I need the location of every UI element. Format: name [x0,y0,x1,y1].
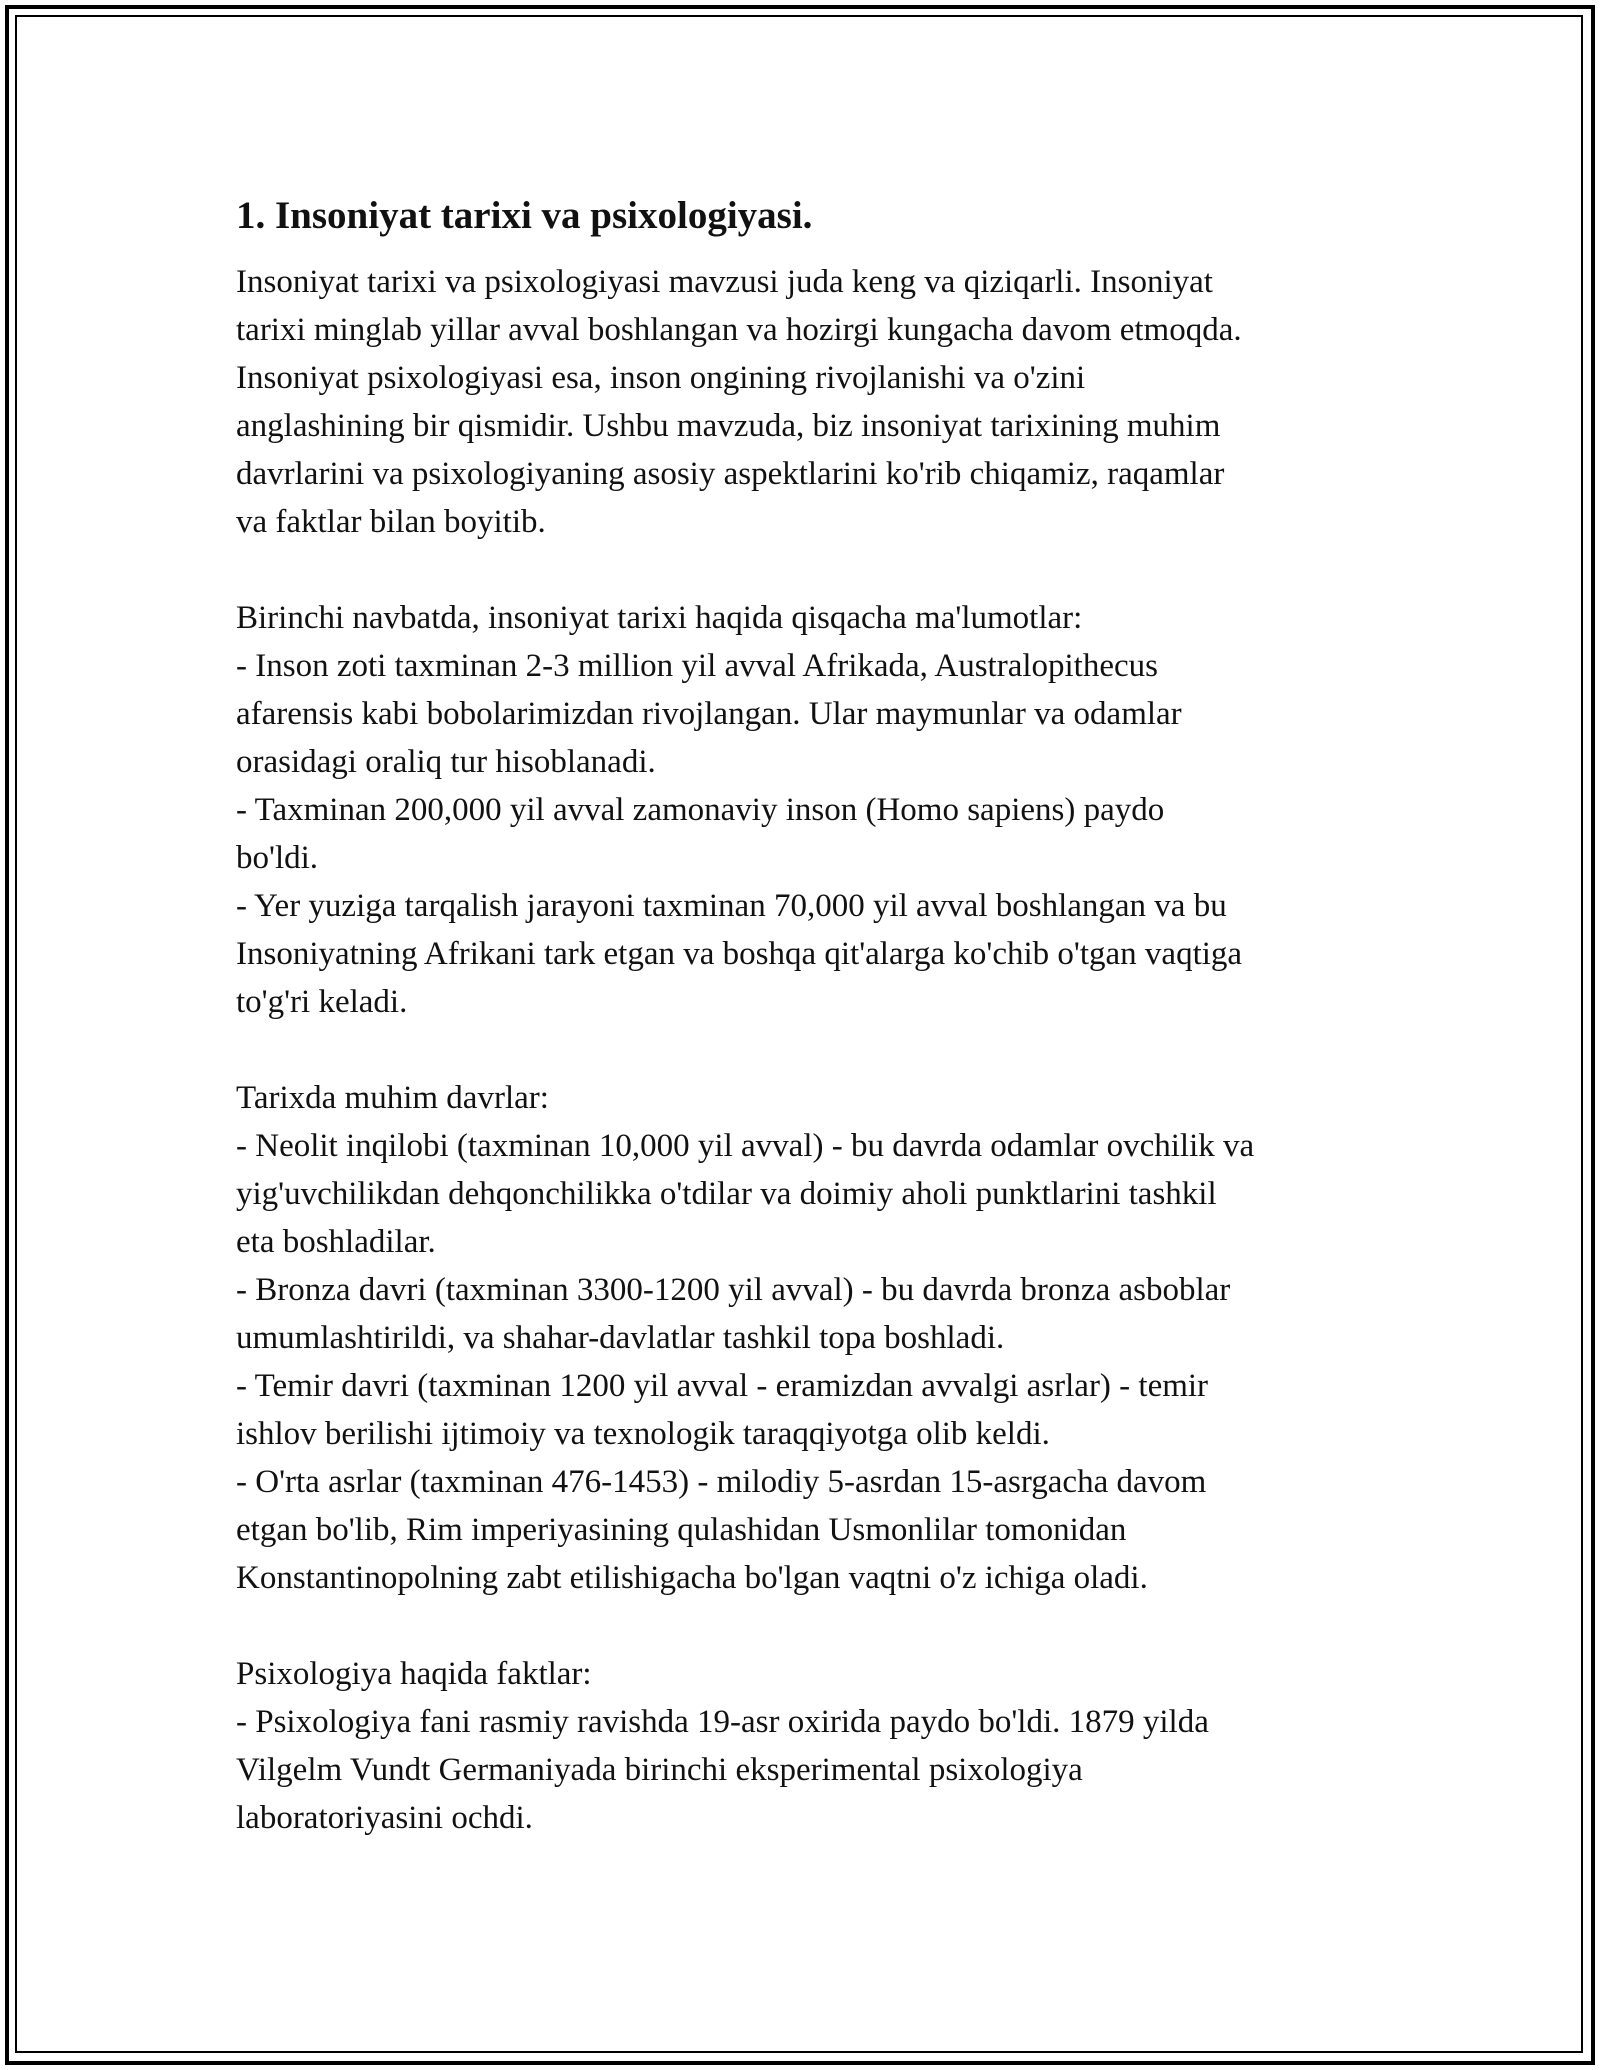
text-line: - Neolit inqilobi (taxminan 10,000 yil avval) - bu davrda odamlar ovchilik va [236,1128,1255,1164]
paragraph [236,1074,1376,1602]
text-line: ishlov berilishi ijtimoiy va texnologik taraqqiyotga olib keldi. [236,1416,1050,1452]
text-line: orasidagi oraliq tur hisoblanadi. [236,744,656,780]
text-line: - Bronza davri (taxminan 3300-1200 yil avval) - bu davrda bronza asboblar [236,1272,1231,1308]
text-line: Konstantinopolning zabt etilishigacha bo'lgan vaqtni o'z ichiga oladi. [236,1560,1148,1596]
text-line: - Psixologiya fani rasmiy ravishda 19-asr oxirida paydo bo'ldi. 1879 yilda [236,1704,1209,1740]
text-line: Tarixda muhim davrlar: [236,1080,549,1116]
text-line: Birinchi navbatda, insoniyat tarixi haqida qisqacha ma'lumotlar: [236,600,1083,636]
text-line: etgan bo'lib, Rim imperiyasining qulashidan Usmonlilar tomonidan [236,1512,1127,1548]
text-line: Psixologiya haqida faktlar: [236,1656,592,1692]
text-line: va faktlar bilan boyitib. [236,504,546,540]
document-title: 1. Insoniyat tarixi va psixologiyasi. [236,194,813,237]
document-page [236,188,1376,1842]
paragraph [236,594,1376,1026]
paragraph [236,1650,1376,1842]
text-line: laboratoriyasini ochdi. [236,1800,533,1836]
text-line: Insoniyatning Afrikani tark etgan va boshqa qit'alarga ko'chib o'tgan vaqtiga [236,936,1243,972]
text-line: - Temir davri (taxminan 1200 yil avval - eramizdan avvalgi asrlar) - temir [236,1368,1209,1404]
text-line: tarixi minglab yillar avval boshlangan va hozirgi kungacha davom etmoqda. [236,312,1242,348]
text-line: afarensis kabi bobolarimizdan rivojlangan. Ular maymunlar va odamlar [236,696,1182,732]
text-line: - O'rta asrlar (taxminan 476-1453) - milodiy 5-asrdan 15-asrgacha davom [236,1464,1207,1500]
text-line: yig'uvchilikdan dehqonchilikka o'tdilar va doimiy aholi punktlarini tashkil [236,1176,1217,1212]
text-line: Insoniyat tarixi va psixologiyasi mavzusi juda keng va qiziqarli. Insoniyat [236,264,1213,300]
text-line: - Inson zoti taxminan 2-3 million yil avval Afrikada, Australopithecus [236,648,1158,684]
text-line: eta boshladilar. [236,1224,436,1260]
text-line: Insoniyat psixologiyasi esa, inson ongining rivojlanishi va o'zini [236,360,1086,396]
text-line: bo'ldi. [236,840,319,876]
text-line: anglashining bir qismidir. Ushbu mavzuda, biz insoniyat tarixining muhim [236,408,1221,444]
text-line: davrlarini va psixologiyaning asosiy aspektlarini ko'rib chiqamiz, raqamlar [236,456,1225,492]
text-line: to'g'ri keladi. [236,984,408,1020]
text-line: Vilgelm Vundt Germaniyada birinchi eksperimental psixologiya [236,1752,1083,1788]
document-body [236,258,1376,1842]
text-line: umumlashtirildi, va shahar-davlatlar tashkil topa boshladi. [236,1320,1005,1356]
text-line: - Yer yuziga tarqalish jarayoni taxminan 70,000 yil avval boshlangan va bu [236,888,1227,924]
text-line: - Taxminan 200,000 yil avval zamonaviy inson (Homo sapiens) paydo [236,792,1165,828]
paragraph [236,258,1376,546]
